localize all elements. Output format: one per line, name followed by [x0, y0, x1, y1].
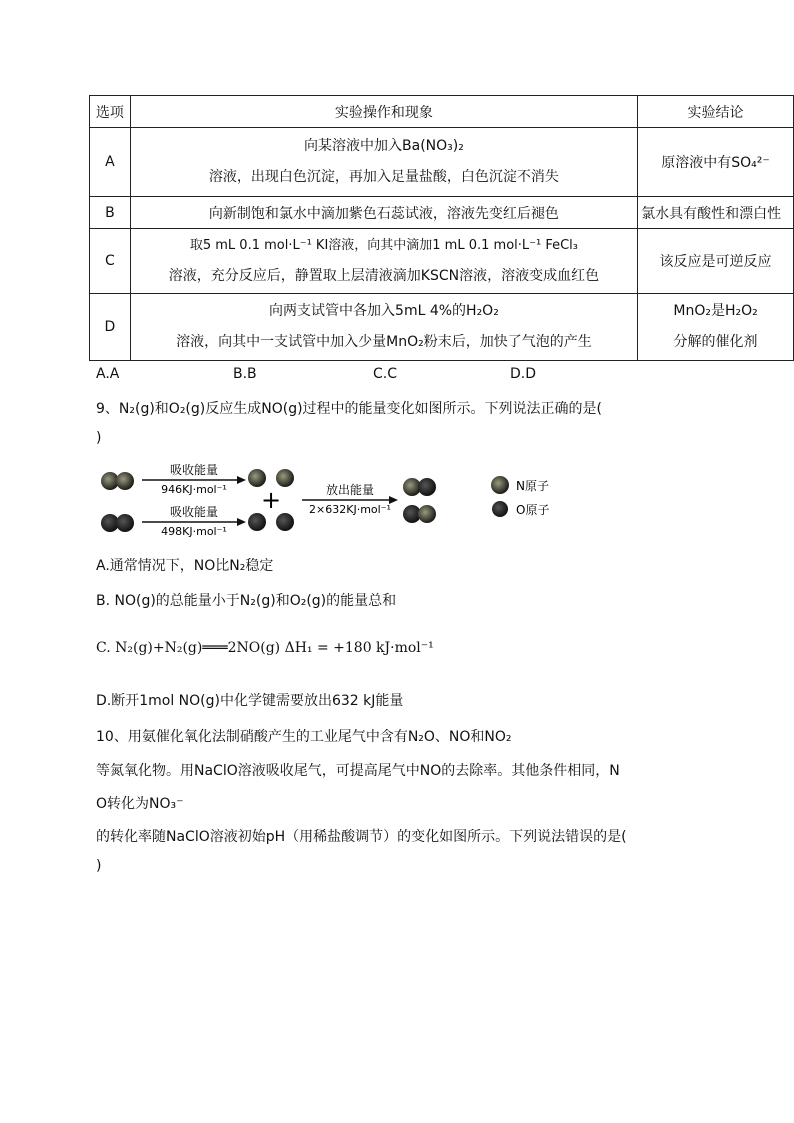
plus-sign: +	[260, 486, 282, 514]
row-operation: 向新制饱和氯水中滴加紫色石蕊试液，溶液先变红后褪色	[130, 197, 637, 229]
n-atom	[248, 469, 266, 487]
q9-stem: 9、N₂(g)和O₂(g)反应生成NO(g)过程中的能量变化如图所示。下列说法正确的是(	[96, 401, 603, 417]
row-operation	[130, 294, 637, 361]
header-option: 选项	[90, 96, 131, 128]
row-operation	[130, 229, 637, 294]
row-conclusion: 氯水具有酸性和漂白性	[638, 197, 794, 229]
option-c[interactable]: C.C	[373, 366, 398, 382]
o-atom	[116, 514, 134, 532]
o-atom	[248, 513, 266, 531]
row-conclusion	[638, 294, 794, 361]
header-operation: 实验操作和现象	[130, 96, 637, 128]
table-row	[90, 294, 794, 361]
o-atom	[276, 513, 294, 531]
legend-o-label: O原子	[516, 503, 550, 517]
operation-line: 溶液，充分反应后，静置取上层清液滴加KSCN溶液，溶液变成血红色	[168, 268, 600, 284]
operation-line: 向两支试管中各加入5mL 4%的H₂O₂	[269, 303, 499, 319]
arrow3-label: 放出能量	[325, 483, 375, 497]
arrow3-value: 2×632KJ·mol⁻¹	[309, 503, 391, 516]
operation-line: 向某溶液中加入Ba(NO₃)₂	[304, 138, 464, 154]
legend-o-icon	[492, 501, 508, 517]
q9-stem-close: )	[96, 430, 102, 446]
row-conclusion: 该反应是可逆反应	[638, 229, 794, 294]
row-option: C	[90, 229, 131, 294]
arrow1-value: 946KJ·mol⁻¹	[161, 483, 227, 496]
row-operation	[130, 128, 637, 197]
q10-line1: 10、用氨催化氧化法制硝酸产生的工业尾气中含有N₂O、NO和NO₂	[96, 729, 512, 745]
q10-line5: )	[96, 858, 102, 874]
header-conclusion: 实验结论	[638, 96, 794, 128]
n-atom	[418, 505, 436, 523]
arrowhead-icon	[237, 518, 246, 526]
q9-option-b[interactable]: B. NO(g)的总能量小于N₂(g)和O₂(g)的能量总和	[96, 593, 397, 609]
experiment-table	[89, 95, 794, 361]
q8-options	[96, 366, 536, 382]
n-atom	[116, 472, 134, 490]
table-row	[90, 128, 794, 197]
option-b[interactable]: B.B	[233, 366, 257, 382]
arrow2-value: 498KJ·mol⁻¹	[161, 525, 227, 538]
table-row	[90, 197, 794, 229]
q10-line4: 的转化率随NaClO溶液初始pH（用稀盐酸调节）的变化如图所示。下列说法错误的是(	[96, 829, 627, 845]
operation-line: 取5 mL 0.1 mol·L⁻¹ KI溶液，向其中滴加1 mL 0.1 mol·L⁻¹ FeCl₃	[189, 238, 578, 253]
row-option: D	[90, 294, 131, 361]
option-d[interactable]: D.D	[510, 366, 537, 382]
q9-option-c[interactable]: C. N₂(g)+N₂(g)═══2NO(g) ΔH₁ = +180 kJ·mol⁻¹	[96, 640, 434, 656]
option-a[interactable]: A.A	[96, 366, 120, 382]
legend-n-label: N原子	[516, 479, 549, 493]
conclusion-line: MnO₂是H₂O₂	[673, 303, 758, 319]
legend-n-icon	[491, 476, 509, 494]
table-header-row	[90, 96, 794, 128]
n-atom	[276, 469, 294, 487]
energy-diagram	[96, 458, 576, 538]
q9-option-a[interactable]: A.通常情况下，NO比N₂稳定	[96, 558, 274, 574]
q10-line2: 等氮氧化物。用NaClO溶液吸收尾气，可提高尾气中NO的去除率。其他条件相同，N	[96, 763, 620, 779]
table-row	[90, 229, 794, 294]
arrow2-label: 吸收能量	[169, 505, 219, 519]
q9-option-d[interactable]: D.断开1mol NO(g)中化学键需要放出632 kJ能量	[96, 693, 404, 709]
operation-line: 溶液，出现白色沉淀，再加入足量盐酸，白色沉淀不消失	[208, 169, 559, 185]
row-option: B	[90, 197, 131, 229]
operation-line: 溶液，向其中一支试管中加入少量MnO₂粉末后，加快了气泡的产生	[176, 334, 592, 350]
energy-diagram-svg	[96, 458, 576, 538]
arrowhead-icon	[237, 476, 246, 484]
row-option: A	[90, 128, 131, 197]
conclusion-line: 分解的催化剂	[673, 334, 758, 350]
q10-line3: O转化为NO₃⁻	[96, 796, 184, 812]
o-atom	[418, 478, 436, 496]
arrow1-label: 吸收能量	[169, 463, 219, 477]
row-conclusion: 原溶液中有SO₄²⁻	[638, 128, 794, 197]
